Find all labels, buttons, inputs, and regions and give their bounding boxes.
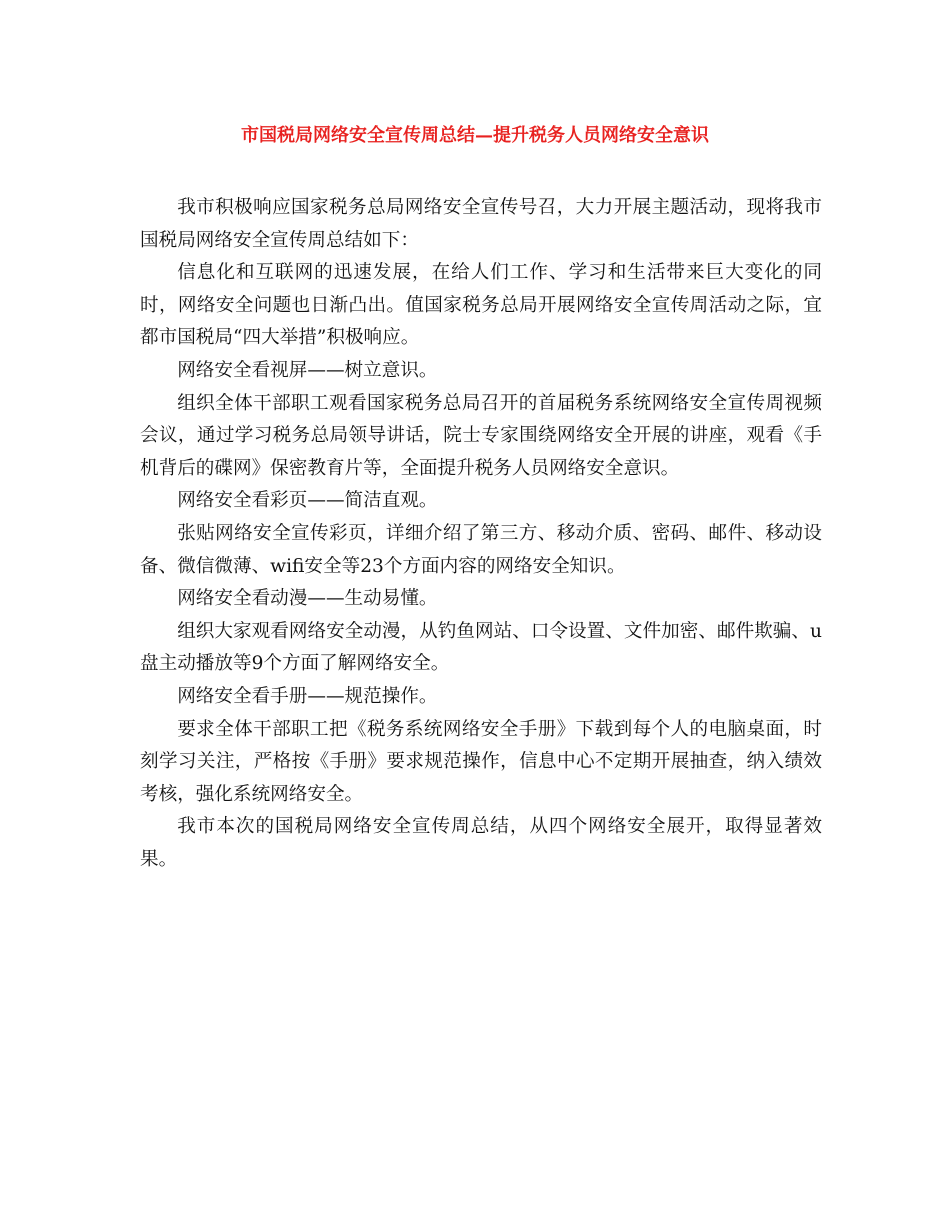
document-body <box>140 192 822 876</box>
paragraph-video: 组织全体干部职工观看国家税务总局召开的首届税务系统网络安全宣传周视频会议，通过学习税务总局领导讲话，院士专家围绕网络安全开展的讲座，观看《手机背后的碟网》保密教育片等，全面提升税务人员网络安全意识。 <box>140 392 822 479</box>
paragraph-background: 信息化和互联网的迅速发展，在给人们工作、学习和生活带来巨大变化的同时，网络安全问题也日渐凸出。值国家税务总局开展网络安全宣传周活动之际，宜都市国税局“四大举措”积极响应。 <box>140 262 822 349</box>
paragraph-animation: 组织大家观看网络安全动漫，从钓鱼网站、口令设置、文件加密、邮件欺骗、u盘主动播放等9个方面了解网络安全。 <box>140 620 822 675</box>
section-heading-leaflet: 网络安全看彩页——简洁直观。 <box>177 490 438 512</box>
paragraph-leaflet: 张贴网络安全宣传彩页，详细介绍了第三方、移动介质、密码、邮件、移动设备、微信微薄、wifi安全等23个方面内容的网络安全知识。 <box>140 522 822 577</box>
section-heading-video: 网络安全看视屏——树立意识。 <box>177 359 438 381</box>
paragraph-conclusion: 我市本次的国税局网络安全宣传周总结，从四个网络安全展开，取得显著效果。 <box>140 816 822 870</box>
paragraph-intro: 我市积极响应国家税务总局网络安全宣传号召，大力开展主题活动，现将我市国税局网络安全宣传周总结如下： <box>140 197 822 251</box>
section-heading-animation: 网络安全看动漫——生动易懂。 <box>177 588 438 610</box>
section-heading-manual: 网络安全看手册——规范操作。 <box>177 685 438 707</box>
document-title: 市国税局网络安全宣传周总结—提升税务人员网络安全意识 <box>241 125 709 146</box>
paragraph-manual: 要求全体干部职工把《税务系统网络安全手册》下载到每个人的电脑桌面，时刻学习关注，严格按《手册》要求规范操作，信息中心不定期开展抽查，纳入绩效考核，强化系统网络安全。 <box>140 718 822 805</box>
